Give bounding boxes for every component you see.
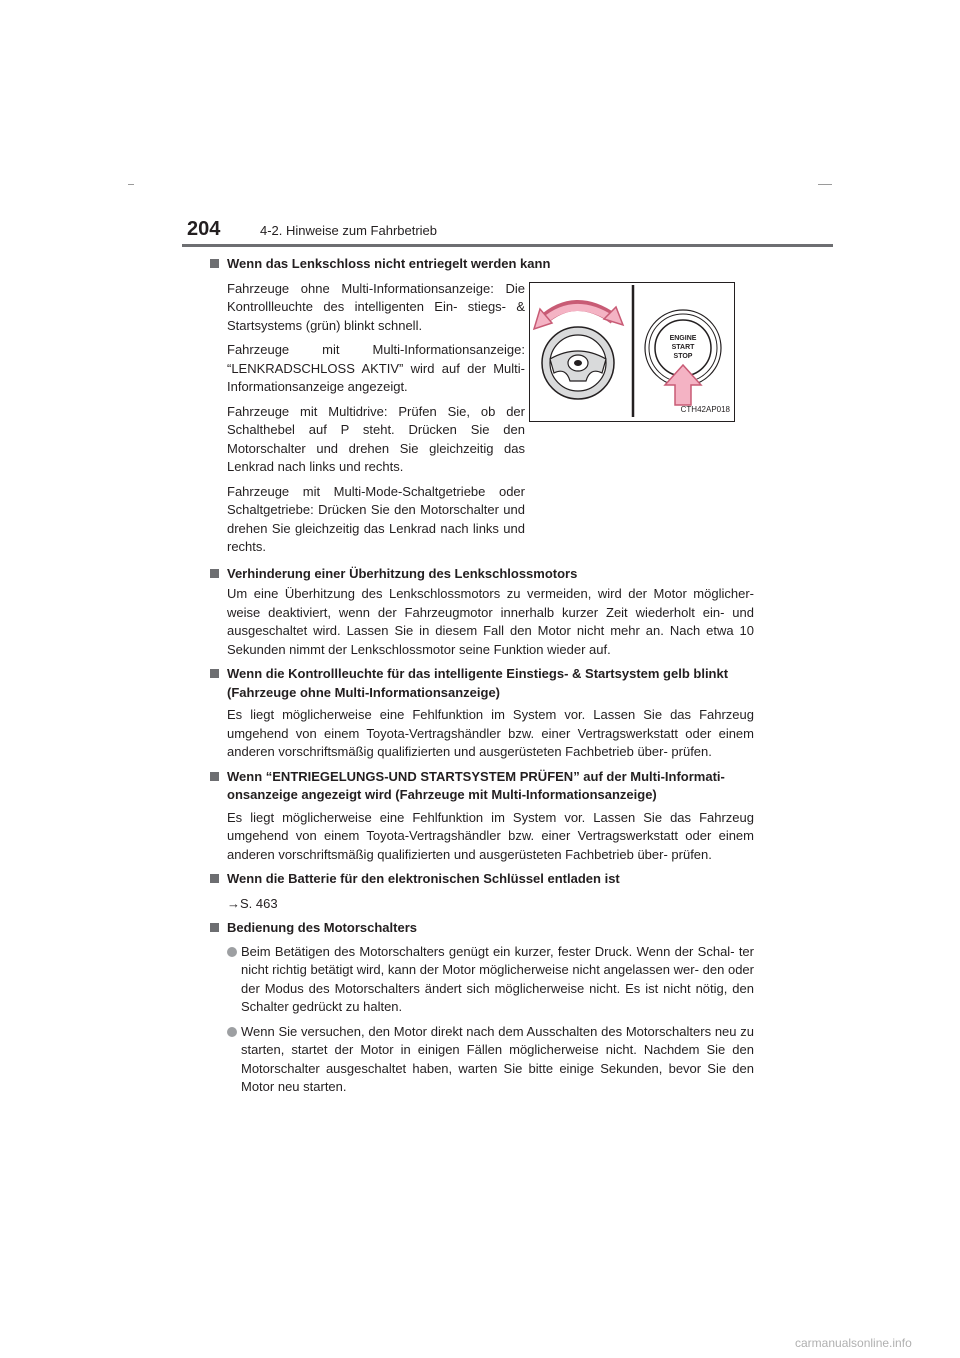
section-heading: Bedienung des Motorschalters (227, 920, 417, 935)
button-text-start: START (671, 344, 695, 351)
section-batterie (210, 870, 754, 913)
section-lenkschloss (210, 255, 754, 557)
section-square-icon (210, 772, 219, 781)
list-item-text: Beim Betätigen des Motorschalters genügt ein kurzer, fester Druck. Wenn der Schal- ter nicht richtig betätigt wird, kann der Motor möglicherweise nicht angelassen wer- den oder der Modus des Motorschalters ändert sich möglicherweise nicht. Es ist nicht nötig, den Schalter gedrückt zu halten. (241, 943, 754, 1014)
header-rule (182, 244, 833, 247)
crop-mark-right (818, 184, 832, 185)
section-heading: Wenn “ENTRIEGELUNGS-UND STARTSYSTEM PRÜFEN” auf der Multi-Informati- onsanzeige angezeigt wird (Fahrzeuge mit Multi-Informationsanzeige) (227, 768, 725, 802)
footer-watermark: carmanualsonline.info (795, 1336, 912, 1350)
section-square-icon (210, 669, 219, 678)
steering-wheel-icon (542, 327, 614, 399)
page-reference-link[interactable]: →S. 463 (227, 895, 278, 911)
paragraph: Fahrzeuge ohne Multi-Informationsanzeige: Die Kontrollleuchte des intelligenten Ein- stiegs- & Startsystems (grün) blinkt schnell. (227, 280, 525, 333)
bullet-icon (227, 947, 237, 957)
list-item-text: Wenn Sie versuchen, den Motor direkt nach dem Ausschalten des Motorschalters neu zu starten, startet der Motor in einigen Fällen möglicherweise nicht. Nachdem Sie den Motorschalter ausgeschaltet haben, warten Sie bitte einige Sekunden, bevor Sie den Motor neu starten. (241, 1023, 754, 1094)
section-motorschalter (210, 919, 754, 1097)
button-text-stop: STOP (673, 353, 693, 360)
section-heading: Wenn die Kontrollleuchte für das intelligente Einstiegs- & Startsystem gelb blinkt (Fahrzeuge ohne Multi-Informationsanzeige) (227, 666, 729, 700)
page-content (210, 255, 754, 1097)
paragraph: Fahrzeuge mit Multidrive: Prüfen Sie, ob der Schalthebel auf P steht. Drücken Sie den Motorschalter und drehen Sie gleichzeitig das Lenkrad nach links und rechts. (227, 403, 525, 474)
section-text (227, 280, 525, 557)
figure-code: CTH42AP018 (680, 404, 730, 414)
figure-steering-wheel-start-button (529, 282, 735, 422)
crop-mark-left (128, 184, 134, 185)
paragraph: Es liegt möglicherweise eine Fehlfunktion im System vor. Lassen Sie das Fahrzeug umgehend von einem Toyota-Vertragshändler bzw. einer Vertragswerkstatt oder einem anderen vorschriftsmäßig qualifizierten und ausgerüsteten Fachbetrieb über- prüfen. (227, 707, 754, 759)
section-square-icon (210, 569, 219, 578)
section-heading: Wenn die Batterie für den elektronischen Schlüssel entladen ist (227, 871, 620, 886)
section-square-icon (210, 923, 219, 932)
chapter-title: 4-2. Hinweise zum Fahrbetrieb (260, 223, 438, 238)
paragraph: Fahrzeuge mit Multi-Mode-Schaltgetriebe oder Schaltgetriebe: Drücken Sie den Motorschalter und drehen Sie gleichzeitig das Lenkrad nach links und rechts. (227, 483, 525, 554)
section-heading: Verhinderung einer Überhitzung des Lenkschlossmotors (227, 565, 578, 581)
section-square-icon (210, 874, 219, 883)
section-square-icon (210, 259, 219, 268)
section-heading: Wenn das Lenkschloss nicht entriegelt werden kann (227, 256, 551, 271)
paragraph: Um eine Überhitzung des Lenkschlossmotors zu vermeiden, wird der Motor möglicher- weise deaktiviert, wenn der Fahrzeugmotor innerhalb kurzer Zeit wiederholt ein- und ausgeschaltet wird. Lassen Sie in diesem Fall den Motor nicht mehr an. Nach etwa 10 Sekunden nimmt der Lenkschlossmotor seine Funktion wieder auf. (227, 586, 754, 657)
list-item (227, 1023, 754, 1097)
paragraph: Fahrzeuge mit Multi-Informationsanzeige: “LENKRADSCHLOSS AKTIV” wird auf der Multi-Informationsanzeige angezeigt. (227, 342, 525, 394)
list-item (227, 943, 754, 1017)
section-kontrollleuchte-gelb (210, 665, 754, 762)
button-text-engine: ENGINE (669, 335, 697, 342)
bullet-icon (227, 1027, 237, 1037)
section-ueberhitzung (210, 565, 754, 660)
paragraph: Es liegt möglicherweise eine Fehlfunktion im System vor. Lassen Sie das Fahrzeug umgehend von einem Toyota-Vertragshändler bzw. einer Vertragswerkstatt oder einem anderen vorschriftsmäßig qualifizierten und ausgerüsteten Fachbetrieb über- prüfen. (227, 809, 754, 862)
page-number: 204 (187, 218, 221, 240)
section-system-pruefen (210, 768, 754, 865)
